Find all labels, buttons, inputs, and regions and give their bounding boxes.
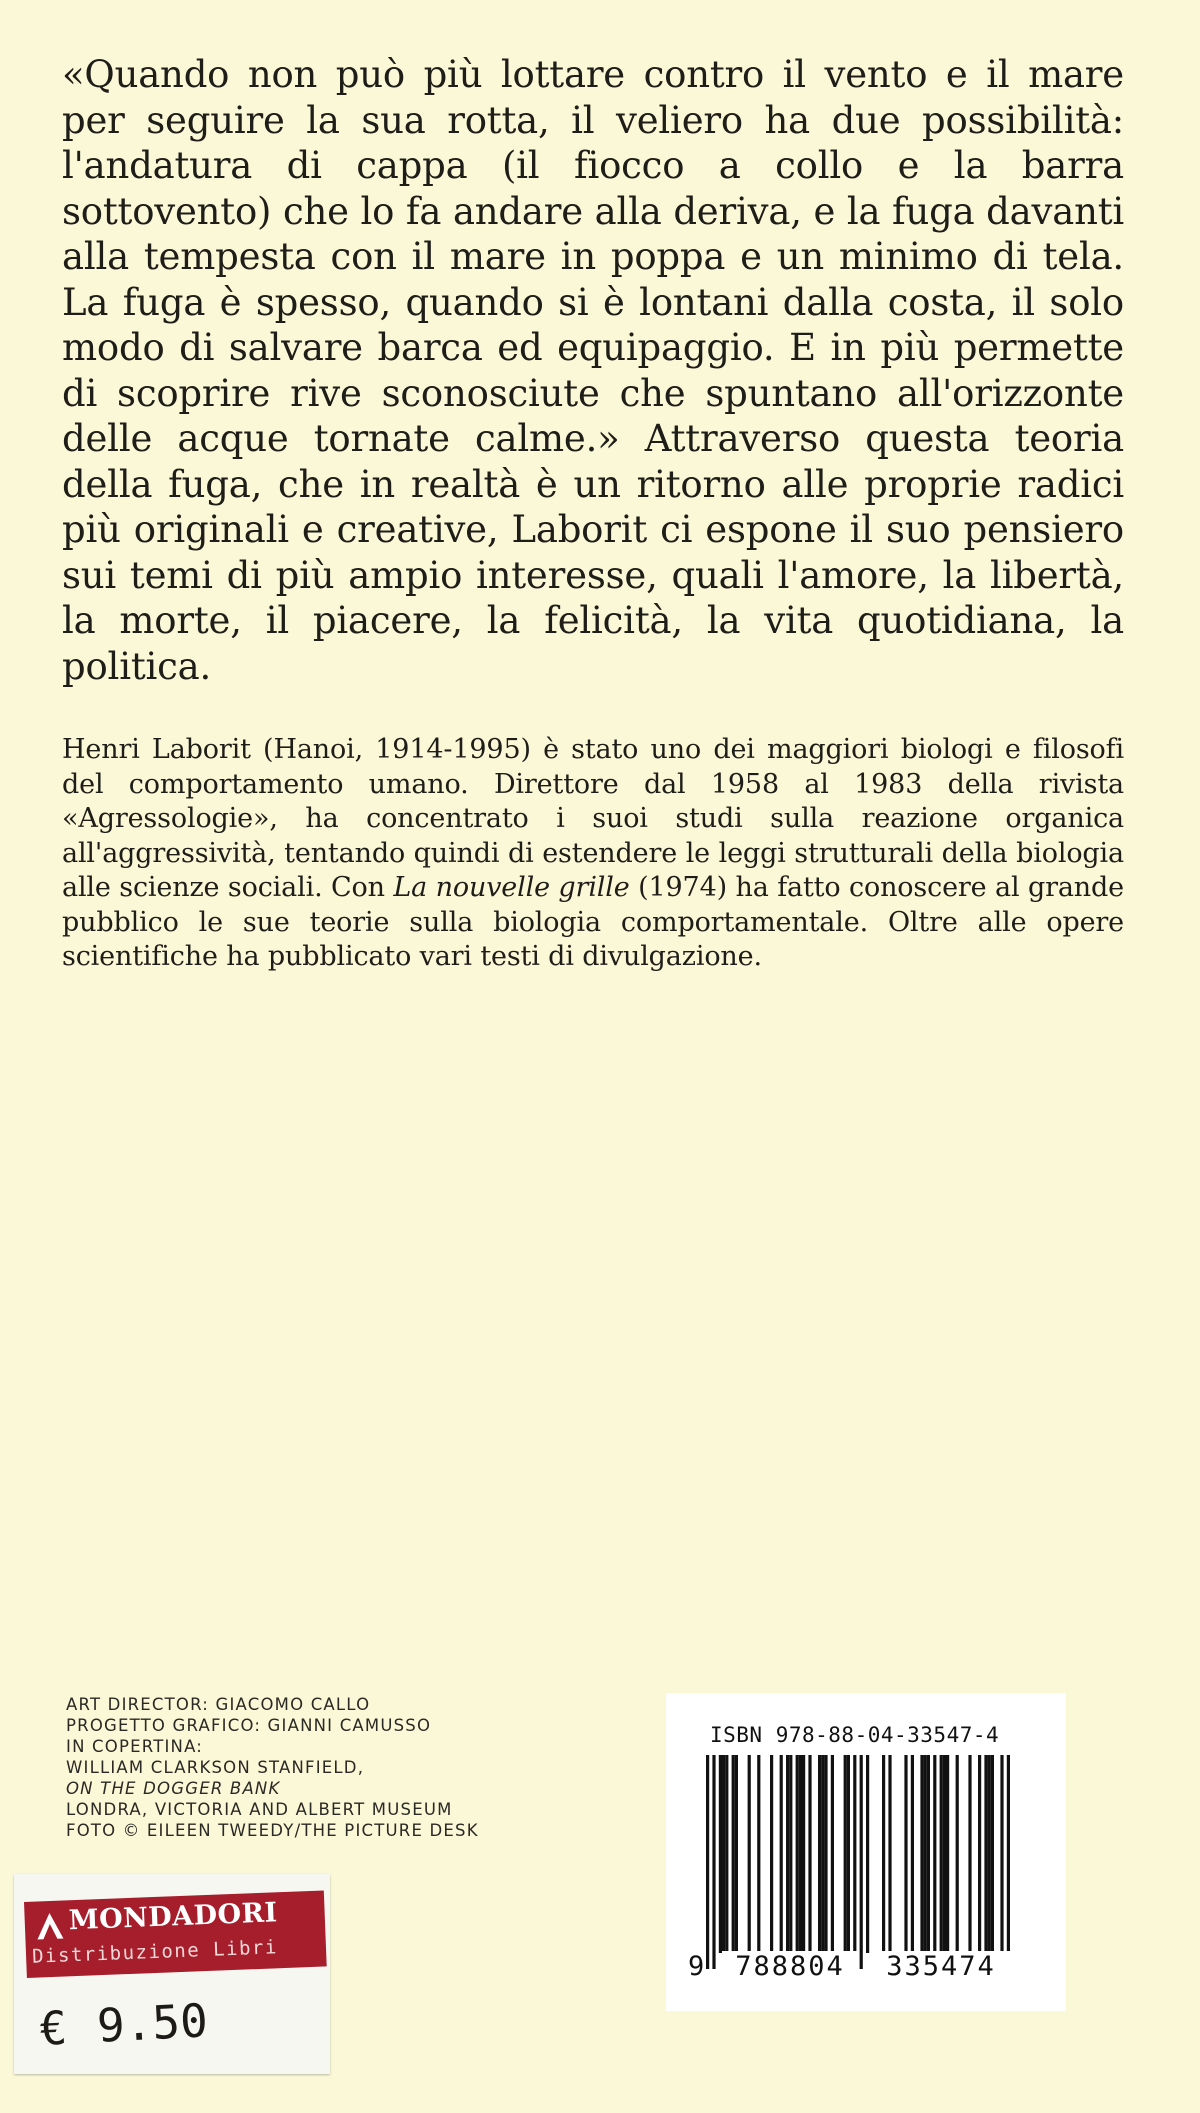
blurb-paragraph: «Quando non può più lottare contro il vento e il mare per seguire la sua rotta, il veliero ha due possibilità: l'andatura di cappa (il fiocco a collo e la barra sottovento) che lo fa andare alla deriva, e la fuga davanti alla tempesta con il mare in poppa e un minimo di tela. La fuga è spesso, quando si è lontani dalla costa, il solo modo di salvare barca ed equipaggio. E in più permette di scoprire rive sconosciute che spuntano all'orizzonte delle acque tornate calme.» Attraverso questa teoria della fuga, che in realtà è un ritorno alle proprie radici più originali e creative, Laborit ci espone il suo pensiero sui temi di più ampio interesse, quali l'amore, la libertà, la morte, il piacere, la felicità, la vita quotidiana, la politica. [62, 53, 1124, 688]
price-label [38, 1993, 209, 2056]
barcode-guard-bar [860, 1755, 863, 1969]
barcode-bar [984, 1755, 987, 1953]
barcode-guard-bar [706, 1755, 709, 1969]
barcode-guard-bar [1007, 1755, 1010, 1969]
credit-graphic-design: PROGETTO GRAFICO: GIANNI CAMUSSO [66, 1716, 432, 1735]
barcode-guard-bar [712, 1755, 715, 1969]
barcode-bar [978, 1755, 981, 1953]
barcode-first-digit: 9 [688, 1951, 705, 1982]
bio-book-title: La nouvelle grille [393, 872, 630, 903]
barcode-bar [924, 1755, 927, 1953]
barcode-bar [735, 1755, 738, 1953]
price-value: 9.50 [95, 1993, 210, 2053]
barcode-bar [956, 1755, 959, 1953]
barcode-bar [824, 1755, 827, 1953]
barcode-bar [802, 1755, 805, 1953]
isbn-label: ISBN 978-88-04-33547-4 [710, 1723, 1000, 1747]
credit-artwork-title: ON THE DOGGER BANK [66, 1779, 281, 1798]
barcode-bar [725, 1755, 728, 1953]
barcode-guard-bar [1000, 1755, 1003, 1969]
barcode-bar [988, 1755, 991, 1953]
bio-text-start: Henri Laborit (Hanoi, 1914-1995) è stato uno dei maggiori biologi e filosofi del comportamento umano. Direttore dal 1958 al 1983 della rivista «Agressologie», ha concentrato i suoi studi sulla reazione organica all'aggressività, tentando quindi di estendere le leggi strutturali della biologia alle scienze sociali. Con [62, 734, 1124, 903]
barcode-bar [780, 1755, 783, 1953]
barcode-bar [882, 1755, 885, 1953]
bio-text-end: (1974) ha fatto conoscere al grande pubblico le sue teorie sulla biologia comportamentale. Oltre alle opere scientifiche ha pubblicato vari testi di divulgazione. [62, 872, 1124, 972]
barcode-bar [920, 1755, 923, 1953]
barcode-bar [991, 1755, 994, 1953]
barcode-bar [818, 1755, 821, 1953]
barcode-bar [821, 1755, 824, 1953]
credit-museum: LONDRA, VICTORIA AND ALBERT MUSEUM [66, 1800, 453, 1819]
barcode-bar [844, 1755, 847, 1953]
barcode-bar [808, 1755, 811, 1953]
barcode-bar [904, 1755, 907, 1953]
barcode-left-digits: 788804 [722, 1951, 858, 1982]
currency-symbol: € [38, 2000, 69, 2056]
barcode-bar [770, 1755, 773, 1953]
barcode-bars [706, 1755, 1026, 1981]
barcode-bar [748, 1755, 751, 1953]
barcode-bar [888, 1755, 891, 1953]
cover-credits [66, 1694, 626, 1841]
brand-subtitle: Distribuzione Libri [31, 1936, 279, 1968]
barcode-panel [666, 1693, 1066, 2011]
barcode-bar [732, 1755, 735, 1953]
barcode-guard-bar [853, 1755, 856, 1969]
barcode-bar [789, 1755, 792, 1953]
barcode-bar [866, 1755, 869, 1953]
price-sticker [14, 1874, 330, 2074]
barcode-bar [722, 1755, 725, 1953]
brand-name: MONDADORI [68, 1897, 279, 1937]
credit-photo: FOTO © EILEEN TWEEDY/THE PICTURE DESK [66, 1821, 479, 1840]
author-bio [62, 733, 1124, 975]
credit-art-director: ART DIRECTOR: GIACOMO CALLO [66, 1695, 371, 1714]
barcode-bar [946, 1755, 949, 1953]
barcode-bar [847, 1755, 850, 1953]
barcode-right-digits: 335474 [872, 1951, 1010, 1982]
barcode-bar [786, 1755, 789, 1953]
barcode-bar [943, 1755, 946, 1953]
barcode-bar [933, 1755, 936, 1953]
barcode-bar [927, 1755, 930, 1953]
barcode-bar [831, 1755, 834, 1953]
credit-cover-label: IN COPERTINA: [66, 1737, 204, 1756]
barcode-bar [757, 1755, 760, 1953]
barcode-bar [799, 1755, 802, 1953]
barcode-bar [911, 1755, 914, 1953]
distributor-band [24, 1890, 327, 1977]
barcode-bar [719, 1755, 722, 1953]
barcode-bar [796, 1755, 799, 1953]
credit-artist: WILLIAM CLARKSON STANFIELD, [66, 1758, 365, 1777]
mondadori-logo-icon [34, 1910, 65, 1941]
barcode-bar [968, 1755, 971, 1953]
barcode-bar [940, 1755, 943, 1953]
